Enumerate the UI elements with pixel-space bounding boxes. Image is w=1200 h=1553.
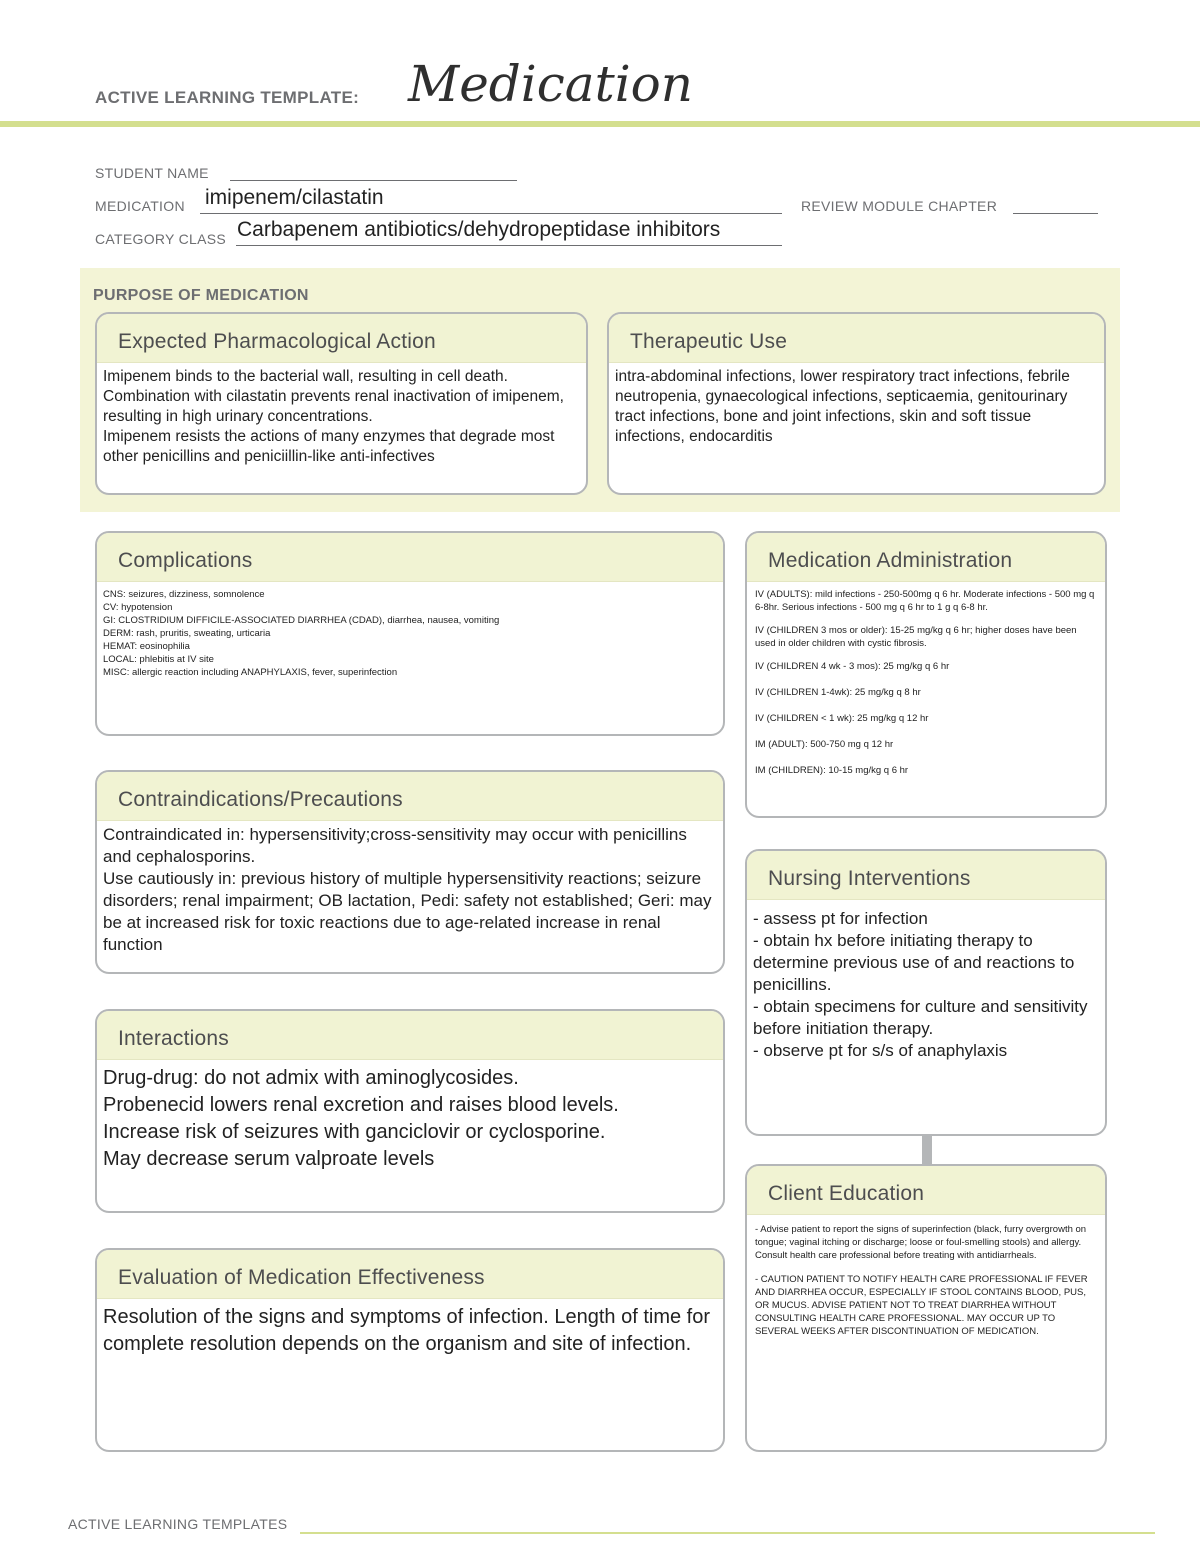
complications-title: Complications: [118, 549, 253, 572]
medication-label: MEDICATION: [95, 198, 185, 214]
category-class-label: CATEGORY CLASS: [95, 231, 227, 247]
expected-action-text[interactable]: Imipenem binds to the bacterial wall, resulting in cell death. Combination with cilastatin prevents renal inactivation of imipenem, resulting in high urinary concentrations. Imipenem resists the actions of many enzymes that degrade most other penicillins and peniciillin-like anti-infectives: [103, 368, 564, 465]
therapeutic-use-header: [609, 314, 1104, 363]
page-title: Medication: [408, 55, 693, 113]
client-education-header: [747, 1166, 1105, 1215]
evaluation-header: [97, 1250, 723, 1299]
med-admin-card: [745, 531, 1107, 818]
client-education-card: [745, 1164, 1107, 1452]
complications-header: [97, 533, 723, 582]
nursing-header: [747, 851, 1105, 900]
med-admin-item: IV (CHILDREN 3 mos or older): 15-25 mg/kg q 6 hr; higher doses have been used in older children with cystic fibrosis.: [755, 625, 1077, 649]
footer-label: ACTIVE LEARNING TEMPLATES: [68, 1516, 288, 1532]
complication-line: GI: CLOSTRIDIUM DIFFICILE-ASSOCIATED DIARRHEA (CDAD), diarrhea, nausea, vomiting: [103, 615, 500, 626]
category-class-field[interactable]: [236, 245, 782, 246]
therapeutic-use-text[interactable]: intra-abdominal infections, lower respiratory tract infections, febrile neutropenia, gynaecological infections, septicaemia, genitourinary tract infections, bone and joint infections, skin and soft tissue infections, endocarditis: [615, 368, 1070, 445]
footer-divider: [300, 1532, 1155, 1534]
contraindications-text[interactable]: Contraindicated in: hypersensitivity;cross-sensitivity may occur with penicillins and cephalosporins. Use cautiously in: previous history of multiple hypersensitivity reactions; seizure disorders; renal impairment; OB lactation, Pedi: safety not established; Geri: may be at increased risk for toxic reactions due to age-related increase in renal function: [103, 825, 712, 954]
complication-line: CNS: seizures, dizziness, somnolence: [103, 589, 265, 600]
nursing-card: [745, 849, 1107, 1136]
expected-action-title: Expected Pharmacological Action: [118, 330, 436, 353]
contraindications-card: [95, 770, 725, 974]
therapeutic-use-title: Therapeutic Use: [630, 330, 788, 353]
expected-action-header: [97, 314, 586, 363]
interactions-title: Interactions: [118, 1027, 229, 1050]
student-name-label: STUDENT NAME: [95, 165, 209, 181]
med-admin-item: IV (CHILDREN 4 wk - 3 mos): 25 mg/kg q 6 hr: [755, 661, 950, 672]
interactions-header: [97, 1011, 723, 1060]
contraindications-header: [97, 772, 723, 821]
client-education-text[interactable]: [747, 1215, 1105, 1338]
purpose-label: PURPOSE OF MEDICATION: [93, 287, 309, 304]
medication-field[interactable]: [200, 213, 782, 214]
med-admin-item: IV (CHILDREN 1-4wk): 25 mg/kg q 8 hr: [755, 687, 921, 698]
review-module-label: REVIEW MODULE CHAPTER: [801, 198, 998, 214]
category-class-value: Carbapenem antibiotics/dehydropeptidase inhibitors: [237, 218, 721, 241]
review-module-field[interactable]: [1013, 213, 1098, 214]
med-admin-item: IV (CHILDREN < 1 wk): 25 mg/kg q 12 hr: [755, 713, 929, 724]
client-education-item: - Advise patient to report the signs of superinfection (black, furry overgrowth on tongue; vaginal itching or discharge; loose or foul-smelling stools) and allergy. Consult health care professional before treating with antidiarrheals.: [755, 1224, 1087, 1261]
student-name-field[interactable]: [230, 180, 517, 181]
evaluation-title: Evaluation of Medication Effectiveness: [118, 1266, 485, 1289]
client-education-item: - CAUTION PATIENT TO NOTIFY HEALTH CARE PROFESSIONAL IF FEVER AND DIARRHEA OCCUR, ESPECIALLY IF STOOL CONTAINS BLOOD, PUS, OR MUCUS. ADVISE PATIENT NOT TO TREAT DIARRHEA WITHOUT CONSULTING HEALTH CARE PROFESSIONAL. MAY OCCUR UP TO SEVERAL WEEKS AFTER DISCONTINUATION OF MEDICATION.: [755, 1274, 1088, 1337]
template-label: ACTIVE LEARNING TEMPLATE:: [95, 88, 360, 107]
header-divider: [0, 121, 1200, 127]
med-admin-item: IM (CHILDREN): 10-15 mg/kg q 6 hr: [755, 765, 909, 776]
medication-value: imipenem/cilastatin: [205, 186, 384, 209]
complication-line: CV: hypotension: [103, 602, 173, 613]
med-admin-text[interactable]: [747, 582, 1105, 777]
complication-line: MISC: allergic reaction including ANAPHYLAXIS, fever, superinfection: [103, 667, 398, 678]
med-admin-header: [747, 533, 1105, 582]
therapeutic-use-card: [607, 312, 1106, 495]
nursing-text[interactable]: - assess pt for infection - obtain hx before initiating therapy to determine previous use of and reactions to penicillins. - obtain specimens for culture and sensitivity before initiation therapy. - observe pt for s/s of anaphylaxis: [753, 909, 1088, 1060]
nursing-title: Nursing Interventions: [768, 867, 971, 890]
interactions-text[interactable]: Drug-drug: do not admix with aminoglycosides. Probenecid lowers renal excretion and raises blood levels. Increase risk of seizures with ganciclovir or cyclosporine. May decrease serum valproate levels: [103, 1067, 619, 1170]
med-admin-item: IV (ADULTS): mild infections - 250-500mg q 6 hr. Moderate infections - 500 mg q 6-8hr. Serious infections - 500 mg q 6 hr to 1 g q 6-8 hr.: [755, 589, 1095, 613]
complication-line: DERM: rash, pruritis, sweating, urticaria: [103, 628, 271, 639]
evaluation-card: [95, 1248, 725, 1452]
complications-text[interactable]: [97, 582, 723, 679]
complications-card: [95, 531, 725, 736]
section-connector: [922, 1136, 932, 1166]
complication-line: HEMAT: eosinophilia: [103, 641, 190, 652]
complication-line: LOCAL: phlebitis at IV site: [103, 654, 214, 665]
med-admin-title: Medication Administration: [768, 549, 1013, 572]
med-admin-item: IM (ADULT): 500-750 mg q 12 hr: [755, 739, 894, 750]
interactions-card: [95, 1009, 725, 1213]
contraindications-title: Contraindications/Precautions: [118, 788, 403, 811]
evaluation-text[interactable]: Resolution of the signs and symptoms of infection. Length of time for complete resolution depends on the organism and site of infection.: [103, 1306, 710, 1355]
client-education-title: Client Education: [768, 1182, 925, 1205]
expected-action-card: [95, 312, 588, 495]
